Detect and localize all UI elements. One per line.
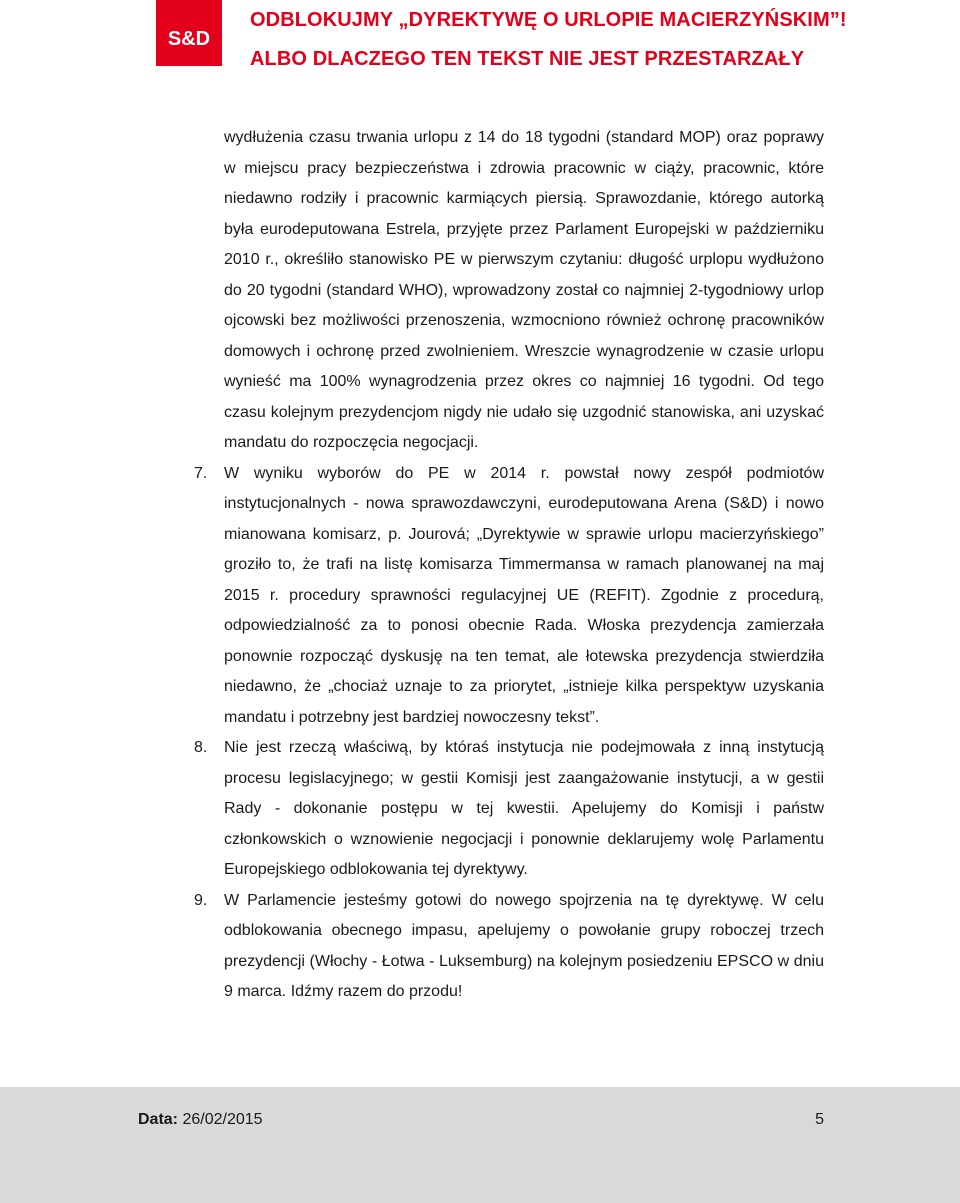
logo-text: S&D bbox=[167, 27, 211, 50]
footer-date bbox=[138, 1111, 263, 1129]
paragraph-number: 9. bbox=[194, 891, 208, 909]
paragraph-number: 8. bbox=[194, 739, 208, 756]
paragraph-number: 7. bbox=[194, 464, 208, 482]
paragraph-8 bbox=[194, 733, 824, 886]
paragraph-continuation bbox=[194, 123, 824, 459]
paragraph-text: W Parlamencie jesteśmy gotowi do nowego spojrzenia na tę dyrektywę. W celu odblokowania obecnego impasu, apelujemy o powołanie grupy roboczej trzech prezydencji (Włochy - Łotwa - Luksemburg) na kolejnym posiedzeniu EPSCO w dniu 9 marca. Idźmy razem do przodu! bbox=[224, 891, 824, 1000]
paragraph-9 bbox=[194, 886, 824, 1008]
paragraph-text: Nie jest rzeczą właściwą, by któraś instytucja nie podejmowała z inną instytucją procesu legislacyjnego; w gestii Komisji jest zaangażowanie instytucji, a w gestii Rady - dokonanie postępu w tej kwestii. Apelujemy do Komisji i państw członkowskich o wznowienie negocjacji i ponownie deklarujemy wolę Parlamentu Europejskiego odblokowania tej dyrektywy. bbox=[224, 739, 824, 878]
document-body bbox=[194, 123, 824, 1008]
sd-logo bbox=[156, 0, 222, 66]
page-number: 5 bbox=[815, 1111, 824, 1128]
date-value: 26/02/2015 bbox=[182, 1111, 263, 1128]
page-footer bbox=[0, 1087, 960, 1203]
paragraph-7 bbox=[194, 459, 824, 734]
date-label: Data: bbox=[138, 1111, 179, 1128]
document-title-line-1: ODBLOKUJMY „DYREKTYWĘ O URLOPIE MACIERZYŃSKIM”! bbox=[250, 9, 847, 31]
paragraph-text: wydłużenia czasu trwania urlopu z 14 do 18 tygodni (standard MOP) oraz poprawy w miejscu pracy bezpieczeństwa i zdrowia pracownic w ciąży, pracownic, które niedawno rodziły i pracownic karmiących piersią. Sprawozdanie, którego autorką była eurodeputowana Estrela, przyjęte przez Parlament Europejski w październiku 2010 r., określiło stanowisko PE w pierwszym czytaniu: długość urplopu wydłużono do 20 tygodni (standard WHO), wprowadzony został co najmniej 2-tygodniowy urlop ojcowski bez możliwości przenoszenia, wzmocniono również ochronę pracowników domowych i ochronę przed zwolnieniem. Wreszcie wynagrodzenie w czasie urlopu wynieść ma 100% wynagrodzenia przez okres co najmniej 16 tygodni. Od tego czasu kolejnym prezydencjom nigdy nie udało się uzgodnić stanowiska, ani uzyskać mandatu do rozpoczęcia negocjacji. bbox=[224, 129, 824, 451]
document-title-line-2: ALBO DLACZEGO TEN TEKST NIE JEST PRZESTARZAŁY bbox=[250, 48, 805, 70]
paragraph-text: W wyniku wyborów do PE w 2014 r. powstał nowy zespół podmiotów instytucjonalnych - nowa sprawozdawczyni, eurodeputowana Arena (S&D) i nowo mianowana komisarz, p. Jourová; „Dyrektywie w sprawie urlopu macierzyńskiego” groziło to, że trafi na listę komisarza Timmermansa w ramach planowanej na maj 2015 r. procedury sprawności regulacyjnej UE (REFIT). Zgodnie z procedurą, odpowiedzialność za to ponosi obecnie Rada. Włoska prezydencja zamierzała ponownie rozpocząć dyskusję na ten temat, ale łotewska prezydencja stwierdziła niedawno, że „chociaż uznaje to za priorytet, „istnieje kilka perspektyw uzyskania mandatu i potrzebny jest bardziej nowoczesny tekst”. bbox=[224, 464, 824, 726]
